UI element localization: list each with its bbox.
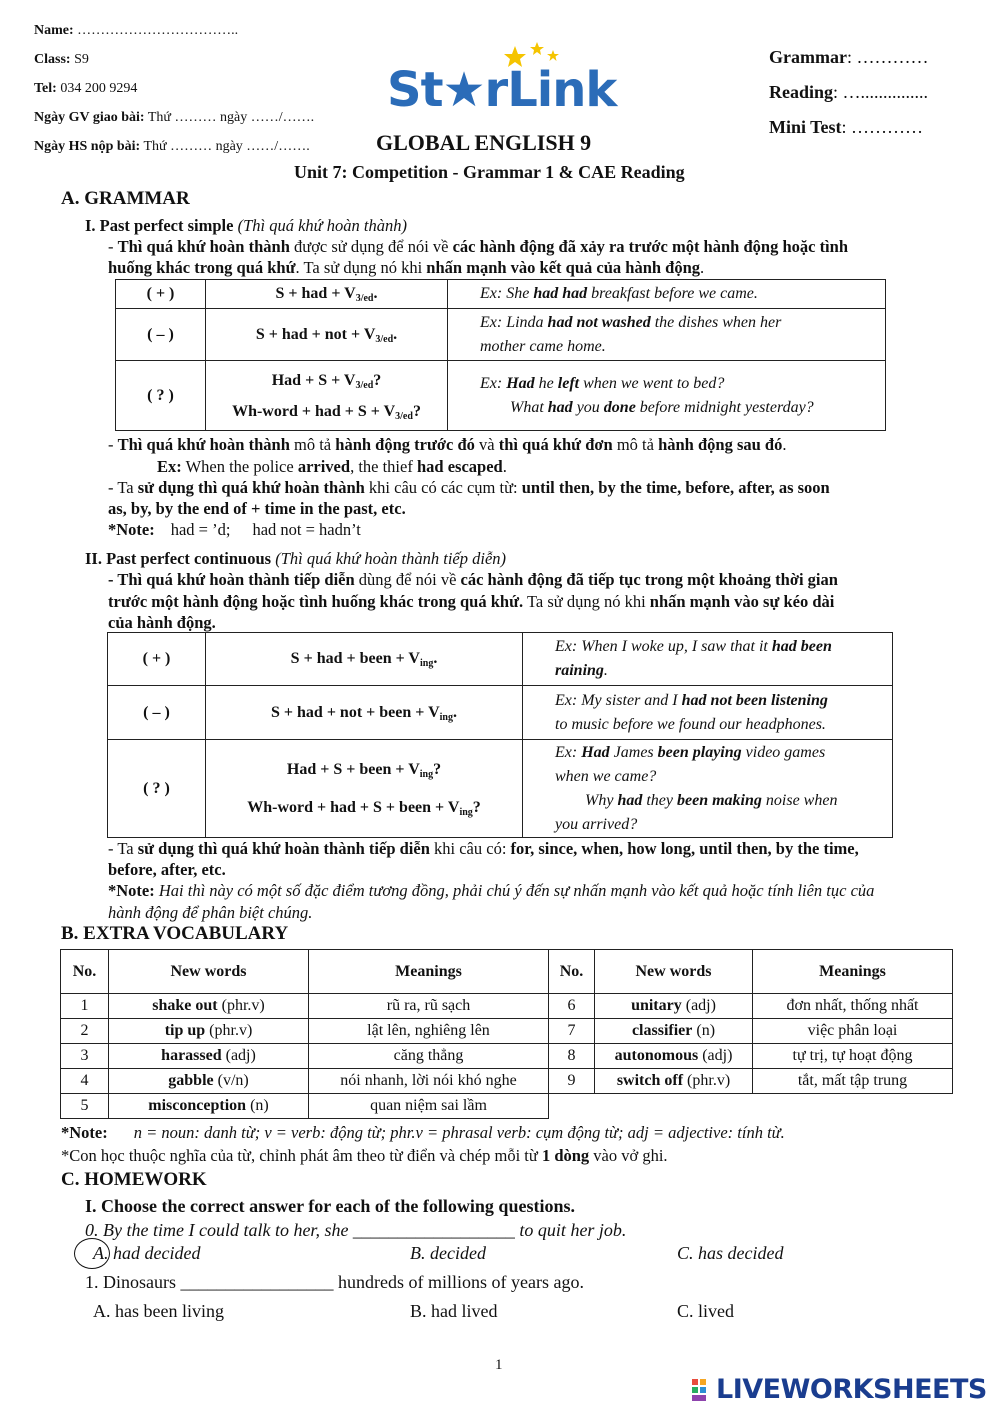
unit-title: Unit 7: Competition - Grammar 1 & CAE Reading (294, 162, 685, 182)
homework-instruction: I. Choose the correct answer for each of the following questions. (85, 1196, 575, 1216)
vocab-word: autonomous (adj) (595, 1044, 753, 1069)
logo-text: St★rLink (387, 62, 617, 118)
col-meanings-right: Meanings (753, 950, 953, 994)
vocab-no: 3 (61, 1044, 109, 1069)
minitest-score: Mini Test: ………… (769, 117, 924, 137)
ppc-positive-example: Ex: When I woke up, I saw that it had been raining. (523, 633, 893, 686)
vocab-meaning: quan niệm sai lầm (309, 1094, 549, 1119)
ppc-question-row (108, 740, 893, 838)
vocab-heading: B. EXTRA VOCABULARY (61, 923, 289, 944)
ppc-positive-row (108, 633, 893, 686)
pps-question-label: ( ? ) (116, 361, 206, 431)
class-line: Class: S9 (34, 52, 89, 67)
liveworksheets-logo-icon (692, 1379, 714, 1401)
pps-usage-example: Ex: When the police arrived, the thief had escaped. (157, 457, 507, 476)
past-perfect-simple-table (115, 279, 886, 431)
ppc-negative-row (108, 686, 893, 740)
ppc-signal-words-line1: - Ta sử dụng thì quá khứ hoàn thành tiếp diễn khi câu có: for, since, when, how long, until then, by the time, (108, 839, 859, 858)
table-row (61, 1044, 953, 1069)
table-row (61, 1069, 953, 1094)
pps-question-formula: Had + $S + V_{3/ed}$? Wh-word + had + $S + V_{3/ed}$? (206, 361, 448, 431)
ppc-negative-formula: S + had + not + been + $V_{ing}$. (206, 686, 523, 740)
ppc-note-line2: hành động để phân biệt chúng. (108, 903, 313, 922)
q1-option-b[interactable]: B. had lived (410, 1301, 498, 1321)
pps-signal-words-line2: as, by, by the end of + time in the past, etc. (108, 499, 406, 518)
vocab-no: 1 (61, 994, 109, 1019)
pps-negative-label: ( – ) (116, 309, 206, 361)
vocab-meaning: lật lên, nghiêng lên (309, 1019, 549, 1044)
grammar-heading: A. GRAMMAR (61, 188, 190, 209)
pps-positive-label: ( + ) (116, 280, 206, 309)
pps-negative-formula: S + had + not + $V_{3/ed}$. (206, 309, 448, 361)
pps-usage-line: - Thì quá khứ hoàn thành mô tả hành động trước đó và thì quá khứ đơn mô tả hành động sau đó. (108, 435, 787, 454)
q1-option-c[interactable]: C. lived (677, 1301, 734, 1321)
col-no-left: No. (61, 950, 109, 994)
table-row (61, 994, 953, 1019)
pps-positive-formula: S + had + $V_{3/ed}$. (206, 280, 448, 309)
vocab-word: switch off (phr.v) (595, 1069, 753, 1094)
assign-date-line: Ngày GV giao bài: Thứ ……… ngày ……/……. (34, 110, 315, 125)
page-number: 1 (495, 1357, 503, 1373)
question-0: 0. By the time I could talk to her, she __________________ to quit her job. (85, 1220, 627, 1240)
vocab-no: 5 (61, 1094, 109, 1119)
ppc-desc-line2: trước một hành động hoặc tình huống khác trong quá khứ. Ta sử dụng nó khi nhấn mạnh vào sự kéo dài (108, 592, 835, 611)
ppc-signal-words-line2: before, after, etc. (108, 860, 226, 879)
pps-question-row (116, 361, 886, 431)
vocab-note: *Note: n = noun: danh từ; v = verb: động từ; phr.v = phrasal verb: cụm động từ; adj = adjective: tính từ. (61, 1123, 785, 1142)
past-perfect-continuous-title: II. Past perfect continuous (Thì quá khứ hoàn thành tiếp diễn) (85, 549, 507, 568)
vocab-table (60, 949, 953, 1119)
col-words-right: New words (595, 950, 753, 994)
pps-positive-row (116, 280, 886, 309)
q1-option-a[interactable]: A. has been living (93, 1301, 224, 1321)
q0-option-a[interactable]: A. had decided (93, 1243, 201, 1263)
pps-question-example: Ex: Had he left when we went to bed? What had you done before midnight yesterday? (448, 361, 886, 431)
ppc-positive-label: ( + ) (108, 633, 206, 686)
vocab-word: gabble (v/n) (109, 1069, 309, 1094)
col-words-left: New words (109, 950, 309, 994)
ppc-positive-formula: S + had + been + $V_{ing}$. (206, 633, 523, 686)
ppc-negative-label: ( – ) (108, 686, 206, 740)
col-meanings-left: Meanings (309, 950, 549, 994)
pps-negative-example: Ex: Linda had not washed the dishes when her mother came home. (448, 309, 886, 361)
vocab-header-row (61, 950, 953, 994)
q0-option-b[interactable]: B. decided (410, 1243, 486, 1263)
vocab-word: shake out (phr.v) (109, 994, 309, 1019)
reading-score: Reading: …............... (769, 82, 929, 102)
tel-line: Tel: 034 200 9294 (34, 81, 138, 96)
ppc-desc-line3: của hành động. (108, 613, 216, 632)
vocab-no: 6 (549, 994, 595, 1019)
vocab-no: 2 (61, 1019, 109, 1044)
q0-option-c[interactable]: C. has decided (677, 1243, 784, 1263)
col-no-right: No. (549, 950, 595, 994)
ppc-question-formula: Had + S + been + $V_{ing}$? Wh-word + had + S + been + $V_{ing}$? (206, 740, 523, 838)
vocab-meaning: nói nhanh, lời nói khó nghe (309, 1069, 549, 1094)
submit-date-line: Ngày HS nộp bài: Thứ ……… ngày ……/……. (34, 139, 310, 154)
vocab-no: 9 (549, 1069, 595, 1094)
vocab-meaning: đơn nhất, thống nhất (753, 994, 953, 1019)
pps-signal-words-line1: - Ta sử dụng thì quá khứ hoàn thành khi câu có các cụm từ: until then, by the time, before, after, as soon (108, 478, 830, 497)
vocab-no: 8 (549, 1044, 595, 1069)
vocab-no: 7 (549, 1019, 595, 1044)
vocab-word: harassed (adj) (109, 1044, 309, 1069)
past-perfect-continuous-table (107, 632, 893, 838)
liveworksheets-brand[interactable]: LIVEWORKSHEETS (716, 1374, 987, 1405)
homework-heading: C. HOMEWORK (61, 1169, 207, 1190)
vocab-word: classifier (n) (595, 1019, 753, 1044)
vocab-word: tip up (phr.v) (109, 1019, 309, 1044)
empty-cell (549, 1094, 953, 1119)
ppc-question-example: Ex: Had James been playing video games when we came? Why had they been making noise when you arrived? (523, 740, 893, 838)
course-title: GLOBAL ENGLISH 9 (376, 130, 592, 155)
pps-note: *Note: had = ’d; had not = hadn’t (108, 520, 361, 539)
vocab-meaning: tự trị, tự hoạt động (753, 1044, 953, 1069)
vocab-meaning: rũ ra, rũ sạch (309, 994, 549, 1019)
ppc-note-line1: *Note: Hai thì này có một số đặc điểm tương đồng, phải chú ý đến sự nhấn mạnh vào kết quả hoặc tính liên tục của (108, 881, 875, 900)
question-1: 1. Dinosaurs _________________ hundreds of millions of years ago. (85, 1272, 584, 1292)
ppc-desc-line1: - Thì quá khứ hoàn thành tiếp diễn dùng để nói về các hành động đã tiếp tục trong một khoảng thời gian (108, 570, 838, 589)
pps-positive-example: Ex: She had had breakfast before we came. (448, 280, 886, 309)
vocab-word: unitary (adj) (595, 994, 753, 1019)
vocab-study-note: *Con học thuộc nghĩa của từ, chỉnh phát âm theo từ điển và chép mỗi từ 1 dòng vào vở ghi. (61, 1146, 668, 1165)
past-perfect-simple-title: I. Past perfect simple (Thì quá khứ hoàn thành) (85, 216, 408, 235)
pps-desc-line2: huống khác trong quá khứ. Ta sử dụng nó khi nhấn mạnh vào kết quả của hành động. (108, 258, 705, 277)
vocab-meaning: căng thẳng (309, 1044, 549, 1069)
vocab-no: 4 (61, 1069, 109, 1094)
pps-desc-line1: - Thì quá khứ hoàn thành được sử dụng để nói về các hành động đã xảy ra trước một hành động hoặc tình (108, 237, 848, 256)
starlink-logo (385, 40, 625, 120)
vocab-meaning: việc phân loại (753, 1019, 953, 1044)
vocab-meaning: tắt, mất tập trung (753, 1069, 953, 1094)
table-row (61, 1019, 953, 1044)
name-line: Name: …………………………….. (34, 23, 239, 38)
table-row (61, 1094, 953, 1119)
ppc-question-label: ( ? ) (108, 740, 206, 838)
vocab-word: misconception (n) (109, 1094, 309, 1119)
grammar-score: Grammar: ………… (769, 47, 929, 67)
pps-negative-row (116, 309, 886, 361)
ppc-negative-example: Ex: My sister and I had not been listening to music before we found our headphones. (523, 686, 893, 740)
